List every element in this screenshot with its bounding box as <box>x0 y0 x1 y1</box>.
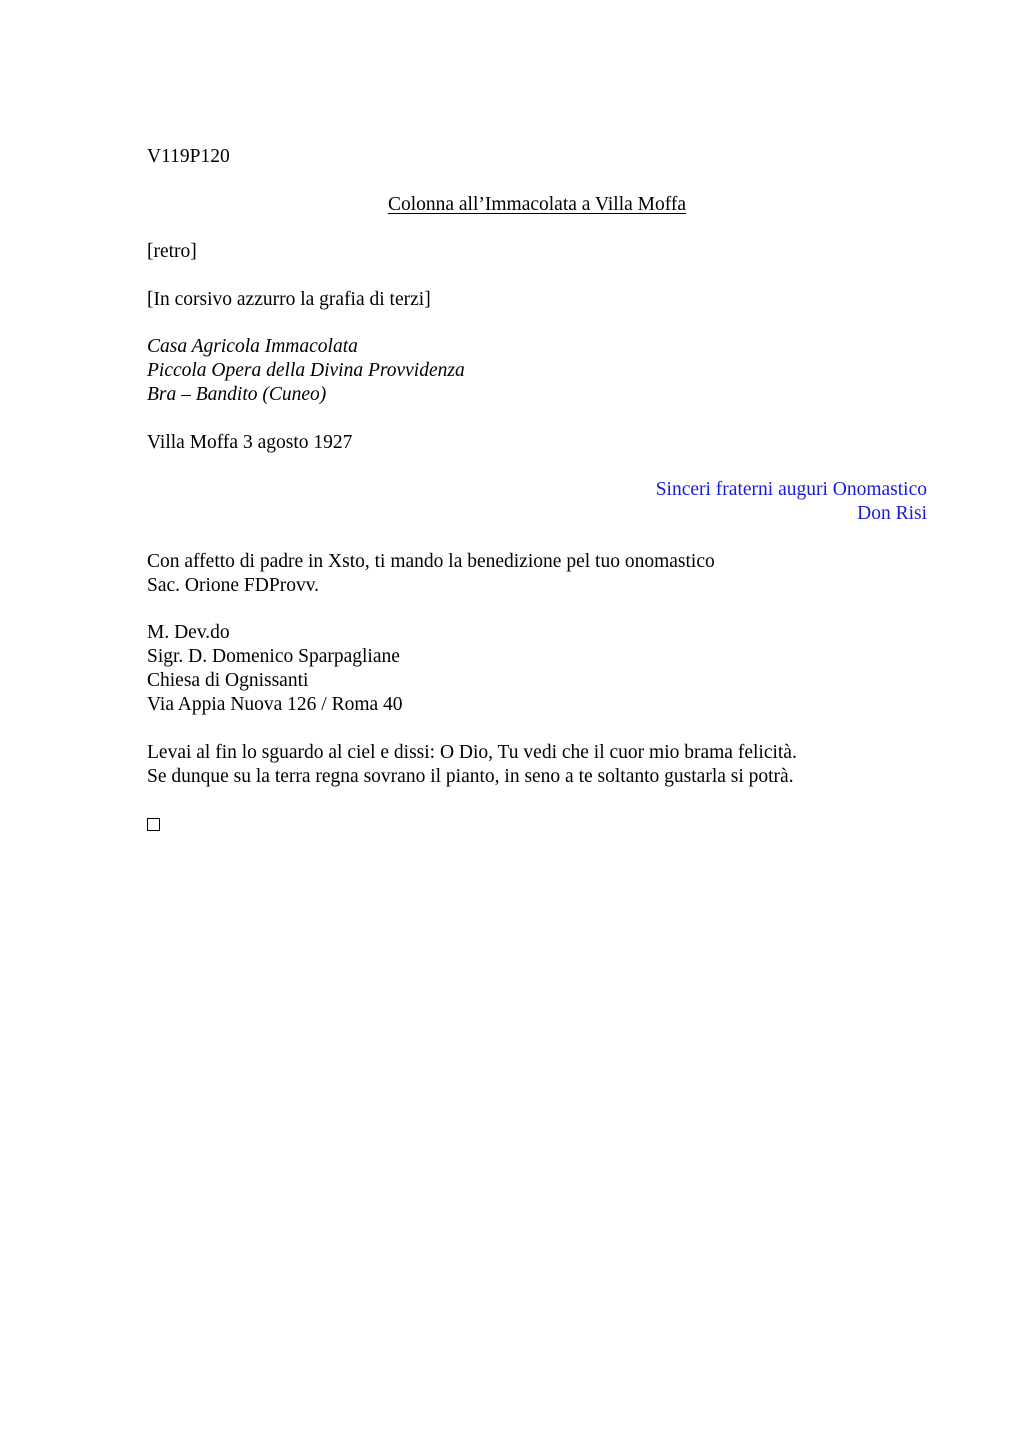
letterhead <box>147 335 927 407</box>
address-line: Via Appia Nuova 126 / Roma 40 <box>147 694 403 715</box>
document-title-row <box>147 193 927 217</box>
empty-box-icon <box>147 818 160 831</box>
third-party-line: Sinceri fraterni auguri Onomastico <box>655 479 927 500</box>
address-line: M. Dev.do <box>147 622 230 643</box>
address-line: Chiesa di Ognissanti <box>147 670 309 691</box>
blessing-text: Con affetto di padre in Xsto, ti mando la benedizione pel tuo onomastico <box>147 550 715 572</box>
editor-note: [In corsivo azzurro la grafia di terzi] <box>147 288 431 310</box>
verse-line: Levai al fin lo sguardo al ciel e dissi: O Dio, Tu vedi che il cuor mio brama felicità. <box>147 741 797 763</box>
third-party-note <box>147 478 927 526</box>
document-body <box>147 145 927 831</box>
letterhead-line: Casa Agricola Immacolata <box>147 336 358 357</box>
verse-line: Se dunque su la terra regna sovrano il pianto, in seno a te soltanto gustarla si potrà. <box>147 765 794 787</box>
blessing <box>147 550 927 598</box>
third-party-signature: Don Risi <box>857 503 927 524</box>
letterhead-line: Piccola Opera della Divina Provvidenza <box>147 360 465 381</box>
document-code: V119P120 <box>147 146 230 167</box>
blessing-signature: Sac. Orione FDProvv. <box>147 574 320 596</box>
document-title: Colonna all’Immacolata a Villa Moffa <box>387 193 687 215</box>
address-line: Sigr. D. Domenico Sparpagliane <box>147 646 400 667</box>
verse <box>147 741 927 789</box>
letterhead-line: Bra – Bandito (Cuneo) <box>147 384 327 405</box>
side-note: [retro] <box>147 241 197 262</box>
address-block <box>147 621 927 717</box>
date-line: Villa Moffa 3 agosto 1927 <box>147 431 353 453</box>
